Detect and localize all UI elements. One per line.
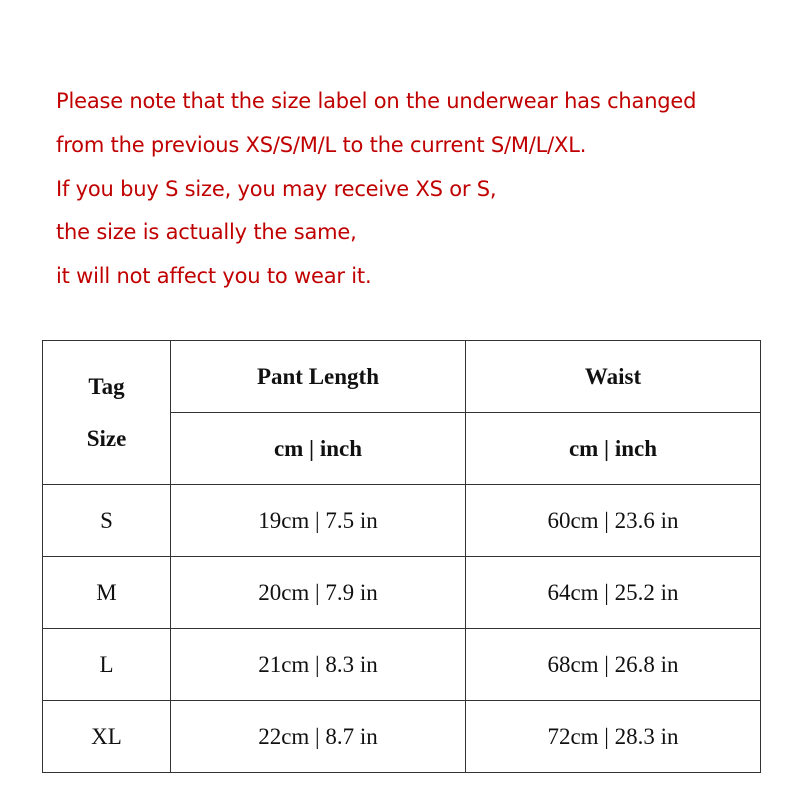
table-row [43,701,761,773]
pant-length-header: Pant Length [171,341,466,413]
notice-line: the size is actually the same, [56,220,357,245]
size-cell: M [43,557,171,629]
pant-length-cell: 22cm | 8.7 in [171,701,466,773]
tag-size-header-line2: Size [86,425,127,451]
waist-units: cm | inch [466,413,761,485]
waist-header: Waist [466,341,761,413]
pant-length-cell: 20cm | 7.9 in [171,557,466,629]
notice-line: Please note that the size label on the underwear has changed [56,89,697,113]
waist-cell: 60cm | 23.6 in [466,485,761,557]
tag-size-header [43,341,171,485]
waist-cell: 64cm | 25.2 in [466,557,761,629]
pant-length-units: cm | inch [171,413,466,485]
size-cell: S [43,485,171,557]
table-row [43,629,761,701]
table-header-row [43,341,761,413]
size-change-notice [56,80,786,299]
pant-length-cell: 21cm | 8.3 in [171,629,466,701]
notice-line: it will not affect you to wear it. [56,264,372,289]
table-row [43,557,761,629]
size-chart-table [42,340,761,773]
size-cell: L [43,629,171,701]
tag-size-header-line1: Tag [88,373,125,399]
notice-line: from the previous XS/S/M/L to the current S/M/L/XL. [56,132,587,157]
waist-cell: 72cm | 28.3 in [466,701,761,773]
size-cell: XL [43,701,171,773]
table-row [43,485,761,557]
notice-line: If you buy S size, you may receive XS or S, [56,176,497,201]
pant-length-cell: 19cm | 7.5 in [171,485,466,557]
waist-cell: 68cm | 26.8 in [466,629,761,701]
